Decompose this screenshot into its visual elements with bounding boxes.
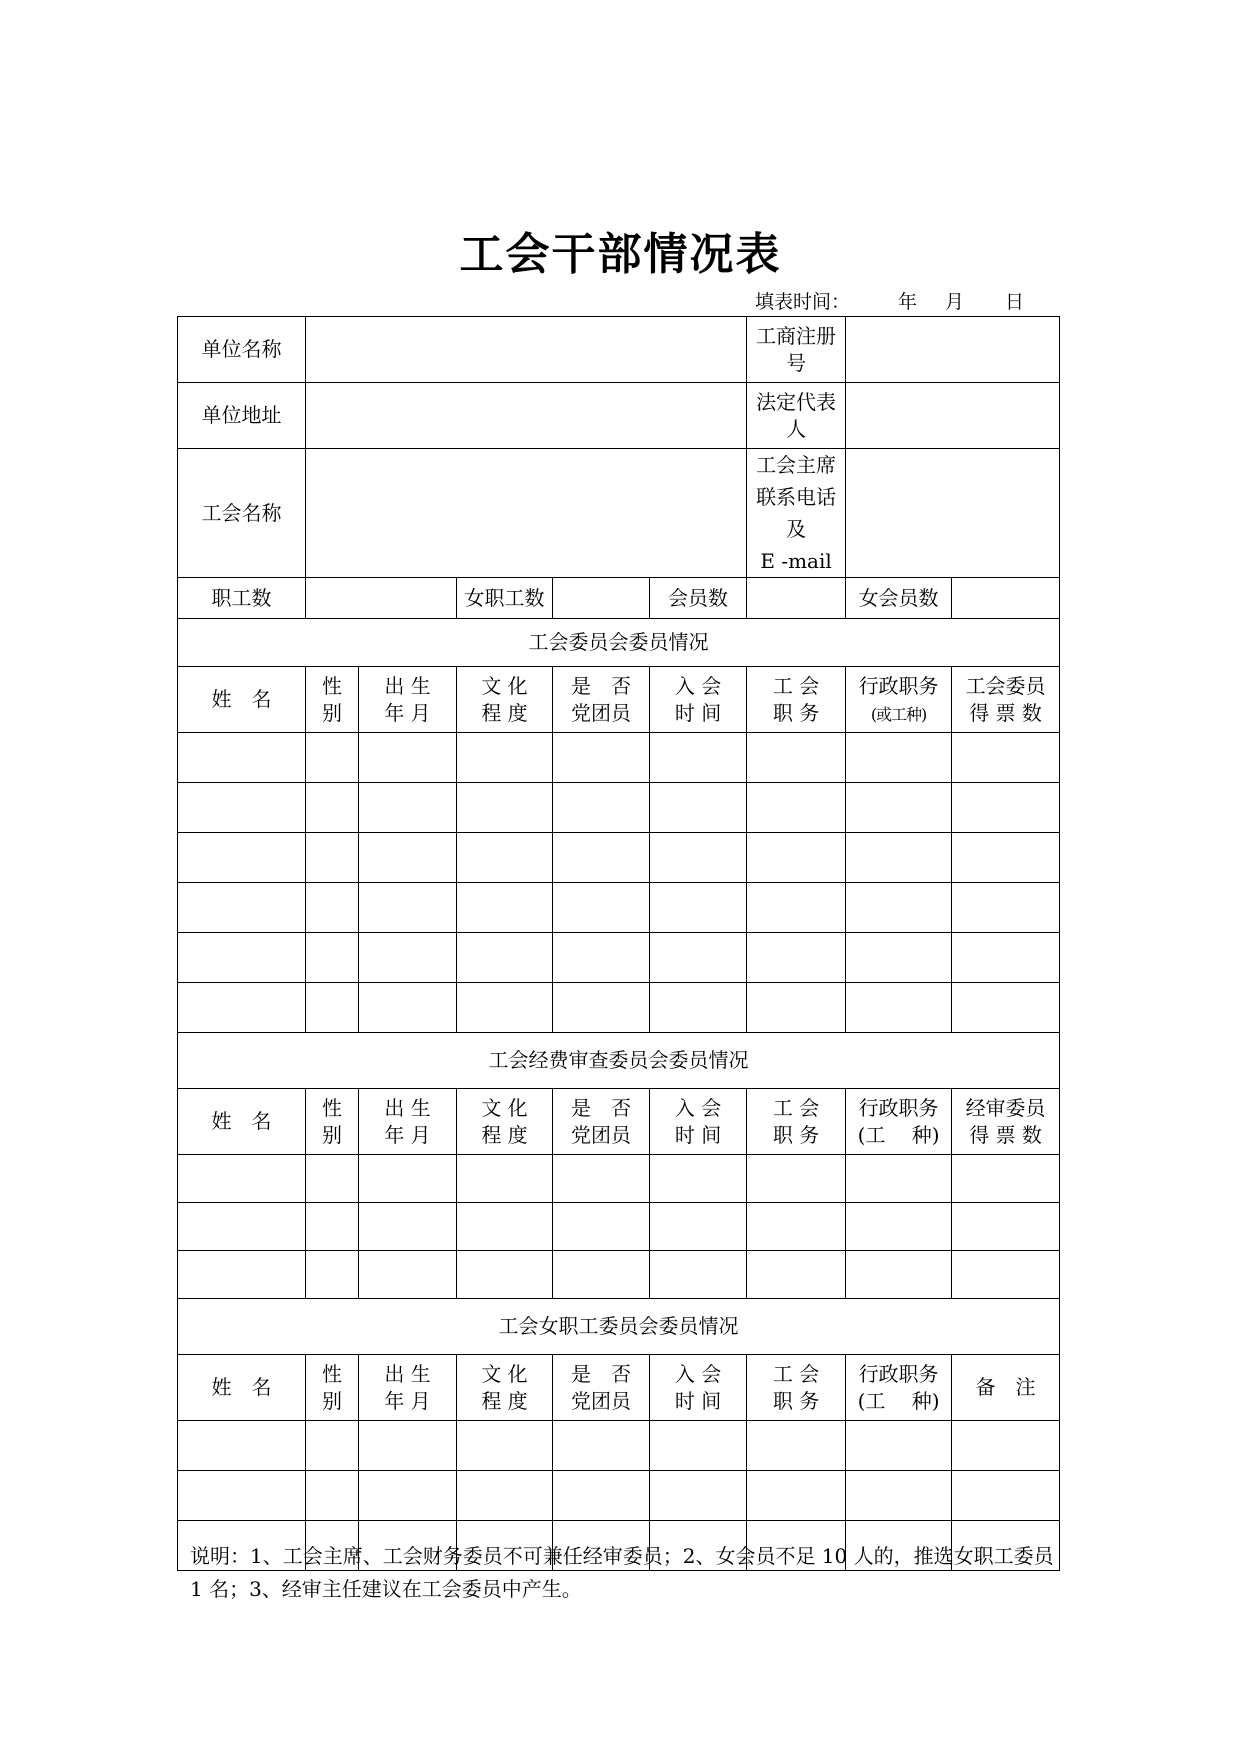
fill-date-label: 填表时间： (755, 291, 851, 313)
table-cell[interactable] (846, 1471, 952, 1521)
table-cell[interactable] (747, 783, 846, 833)
fill-date-month: 月 (945, 291, 965, 313)
table-cell[interactable] (457, 733, 553, 783)
table-cell[interactable] (846, 1203, 952, 1251)
table-cell[interactable] (747, 933, 846, 983)
table-cell[interactable] (359, 883, 457, 933)
table-cell[interactable] (952, 1471, 1060, 1521)
women-data-row (178, 1471, 1060, 1521)
unit-address-label: 单位地址 (178, 383, 306, 449)
table-cell[interactable] (952, 783, 1060, 833)
committee-header-votes: 工会委员 得 票 数 (952, 667, 1060, 733)
union-name-label: 工会名称 (178, 449, 306, 578)
women-header-remark: 备 注 (952, 1355, 1060, 1421)
committee-data-row (178, 783, 1060, 833)
table-cell[interactable] (178, 1251, 306, 1299)
table-cell[interactable] (178, 883, 306, 933)
table-cell[interactable] (306, 1421, 359, 1471)
table-cell[interactable] (650, 1251, 747, 1299)
union-name-row (178, 449, 1060, 578)
women-header-name: 姓 名 (178, 1355, 306, 1421)
table-cell[interactable] (306, 1471, 359, 1521)
table-cell[interactable] (846, 833, 952, 883)
women-header-union-post: 工 会 职 务 (747, 1355, 846, 1421)
table-cell[interactable] (359, 1203, 457, 1251)
committee-header-union-post: 工 会 职 务 (747, 667, 846, 733)
committee-data-row (178, 833, 1060, 883)
table-cell[interactable] (553, 1251, 650, 1299)
table-cell[interactable] (457, 933, 553, 983)
staff-count-field[interactable] (306, 578, 457, 619)
table-cell[interactable] (359, 833, 457, 883)
staff-count-label: 职工数 (178, 578, 306, 619)
unit-address-row (178, 383, 1060, 449)
table-cell[interactable] (650, 933, 747, 983)
table-cell[interactable] (457, 883, 553, 933)
committee-header-party: 是 否 党团员 (553, 667, 650, 733)
table-cell[interactable] (747, 1155, 846, 1203)
table-cell[interactable] (553, 1155, 650, 1203)
table-cell[interactable] (306, 1155, 359, 1203)
table-cell[interactable] (846, 1155, 952, 1203)
table-cell[interactable] (457, 833, 553, 883)
table-cell[interactable] (457, 783, 553, 833)
committee-header-name: 姓 名 (178, 667, 306, 733)
form-note: 说明：1、工会主席、工会财务委员不可兼任经审委员；2、女会员不足 10 人的，推选女职工委员 1 名；3、经审主任建议在工会委员中产生。 (190, 1544, 1054, 1601)
table-cell[interactable] (306, 733, 359, 783)
committee-header-row (178, 667, 1060, 733)
table-cell[interactable] (553, 1421, 650, 1471)
table-cell[interactable] (457, 1471, 553, 1521)
women-section-row (178, 1299, 1060, 1355)
table-cell[interactable] (650, 883, 747, 933)
table-cell[interactable] (178, 783, 306, 833)
table-cell[interactable] (553, 1471, 650, 1521)
table-cell[interactable] (359, 1155, 457, 1203)
committee-header-join-date: 入 会 时 间 (650, 667, 747, 733)
table-cell[interactable] (747, 1203, 846, 1251)
audit-header-education: 文 化 程 度 (457, 1089, 553, 1155)
committee-data-row (178, 733, 1060, 783)
audit-header-union-post: 工 会 职 务 (747, 1089, 846, 1155)
unit-address-field[interactable] (306, 383, 747, 449)
female-staff-label: 女职工数 (457, 578, 553, 619)
table-cell[interactable] (178, 1421, 306, 1471)
table-cell[interactable] (747, 833, 846, 883)
table-cell[interactable] (553, 883, 650, 933)
member-count-label: 会员数 (650, 578, 747, 619)
table-cell[interactable] (178, 983, 306, 1033)
chair-contact-field[interactable] (846, 449, 1060, 578)
table-cell[interactable] (553, 983, 650, 1033)
female-member-field[interactable] (952, 578, 1060, 619)
table-cell[interactable] (306, 1251, 359, 1299)
form-title: 工会干部情况表 (459, 229, 782, 280)
table-cell[interactable] (747, 1471, 846, 1521)
reg-no-label: 工商注册 号 (747, 317, 846, 383)
fill-date-day: 日 (1005, 291, 1025, 313)
audit-header-party: 是 否 党团员 (553, 1089, 650, 1155)
table-cell[interactable] (650, 833, 747, 883)
table-cell[interactable] (952, 833, 1060, 883)
committee-header-admin-post: 行政职务 (或工种) (846, 667, 952, 733)
table-cell[interactable] (306, 983, 359, 1033)
table-cell[interactable] (952, 1421, 1060, 1471)
table-cell[interactable] (846, 733, 952, 783)
table-cell[interactable] (306, 933, 359, 983)
table-cell[interactable] (747, 1421, 846, 1471)
audit-header-votes: 经审委员 得 票 数 (952, 1089, 1060, 1155)
female-staff-field[interactable] (553, 578, 650, 619)
audit-section-row (178, 1033, 1060, 1089)
table-cell[interactable] (650, 1155, 747, 1203)
women-data-row (178, 1421, 1060, 1471)
table-cell[interactable] (952, 1203, 1060, 1251)
women-header-party: 是 否 党团员 (553, 1355, 650, 1421)
table-cell[interactable] (747, 983, 846, 1033)
table-cell[interactable] (747, 733, 846, 783)
table-cell[interactable] (650, 1421, 747, 1471)
audit-header-birth: 出 生 年 月 (359, 1089, 457, 1155)
table-cell[interactable] (553, 833, 650, 883)
table-cell[interactable] (359, 1251, 457, 1299)
union-name-field[interactable] (306, 449, 747, 578)
unit-name-label: 单位名称 (178, 317, 306, 383)
member-count-field[interactable] (747, 578, 846, 619)
table-cell[interactable] (553, 933, 650, 983)
table-cell[interactable] (553, 1203, 650, 1251)
audit-header-join-date: 入 会 时 间 (650, 1089, 747, 1155)
table-cell[interactable] (306, 783, 359, 833)
table-cell[interactable] (846, 983, 952, 1033)
committee-section-row (178, 619, 1060, 667)
women-header-education: 文 化 程 度 (457, 1355, 553, 1421)
table-cell[interactable] (306, 1203, 359, 1251)
committee-section-title: 工会委员会委员情况 (178, 619, 1060, 667)
committee-header-birth: 出 生 年 月 (359, 667, 457, 733)
table-cell[interactable] (306, 883, 359, 933)
table-cell[interactable] (359, 1421, 457, 1471)
table-cell[interactable] (178, 1471, 306, 1521)
chair-contact-label: 工会主席 联系电话及 E -mail (747, 449, 846, 578)
table-cell[interactable] (178, 933, 306, 983)
counts-row (178, 578, 1060, 619)
table-cell[interactable] (650, 1471, 747, 1521)
table-cell[interactable] (952, 1251, 1060, 1299)
table-cell[interactable] (650, 783, 747, 833)
women-section-title: 工会女职工委员会委员情况 (178, 1299, 1060, 1355)
unit-name-field[interactable] (306, 317, 747, 383)
female-member-label: 女会员数 (846, 578, 952, 619)
audit-data-row (178, 1155, 1060, 1203)
table-cell[interactable] (650, 1203, 747, 1251)
table-cell[interactable] (359, 933, 457, 983)
women-header-row (178, 1355, 1060, 1421)
table-cell[interactable] (178, 733, 306, 783)
women-header-join-date: 入 会 时 间 (650, 1355, 747, 1421)
table-cell[interactable] (650, 983, 747, 1033)
table-cell[interactable] (846, 933, 952, 983)
table-cell[interactable] (952, 733, 1060, 783)
table-cell[interactable] (747, 883, 846, 933)
table-cell[interactable] (952, 883, 1060, 933)
table-cell[interactable] (359, 983, 457, 1033)
audit-data-row (178, 1203, 1060, 1251)
committee-header-education: 文 化 程 度 (457, 667, 553, 733)
fill-date-year: 年 (898, 291, 918, 313)
legal-rep-field[interactable] (846, 383, 1060, 449)
table-cell[interactable] (846, 1421, 952, 1471)
table-cell[interactable] (650, 733, 747, 783)
reg-no-field[interactable] (846, 317, 1060, 383)
table-cell[interactable] (359, 783, 457, 833)
audit-section-title: 工会经费审查委员会委员情况 (178, 1033, 1060, 1089)
table-cell[interactable] (457, 1155, 553, 1203)
women-header-admin-post: 行政职务 (工 种) (846, 1355, 952, 1421)
table-cell[interactable] (846, 783, 952, 833)
table-cell[interactable] (747, 1251, 846, 1299)
table-cell[interactable] (846, 1251, 952, 1299)
table-cell[interactable] (553, 783, 650, 833)
committee-data-row (178, 933, 1060, 983)
table-cell[interactable] (846, 883, 952, 933)
table-cell[interactable] (457, 1203, 553, 1251)
table-cell[interactable] (178, 833, 306, 883)
unit-name-row (178, 317, 1060, 383)
table-cell[interactable] (178, 1203, 306, 1251)
women-header-gender: 性 别 (306, 1355, 359, 1421)
committee-header-gender: 性 别 (306, 667, 359, 733)
table-cell[interactable] (359, 1471, 457, 1521)
cadre-table (177, 316, 1060, 1571)
legal-rep-label: 法定代表 人 (747, 383, 846, 449)
committee-data-row (178, 883, 1060, 933)
audit-header-gender: 性 别 (306, 1089, 359, 1155)
table-cell[interactable] (306, 833, 359, 883)
audit-header-row (178, 1089, 1060, 1155)
table-cell[interactable] (178, 1155, 306, 1203)
audit-data-row (178, 1251, 1060, 1299)
table-cell[interactable] (952, 933, 1060, 983)
committee-data-row (178, 983, 1060, 1033)
table-cell[interactable] (952, 983, 1060, 1033)
table-cell[interactable] (952, 1155, 1060, 1203)
table-cell[interactable] (457, 983, 553, 1033)
women-header-birth: 出 生 年 月 (359, 1355, 457, 1421)
table-cell[interactable] (553, 733, 650, 783)
audit-header-name: 姓 名 (178, 1089, 306, 1155)
table-cell[interactable] (457, 1421, 553, 1471)
audit-header-admin-post: 行政职务 (工 种) (846, 1089, 952, 1155)
table-cell[interactable] (457, 1251, 553, 1299)
table-cell[interactable] (359, 733, 457, 783)
